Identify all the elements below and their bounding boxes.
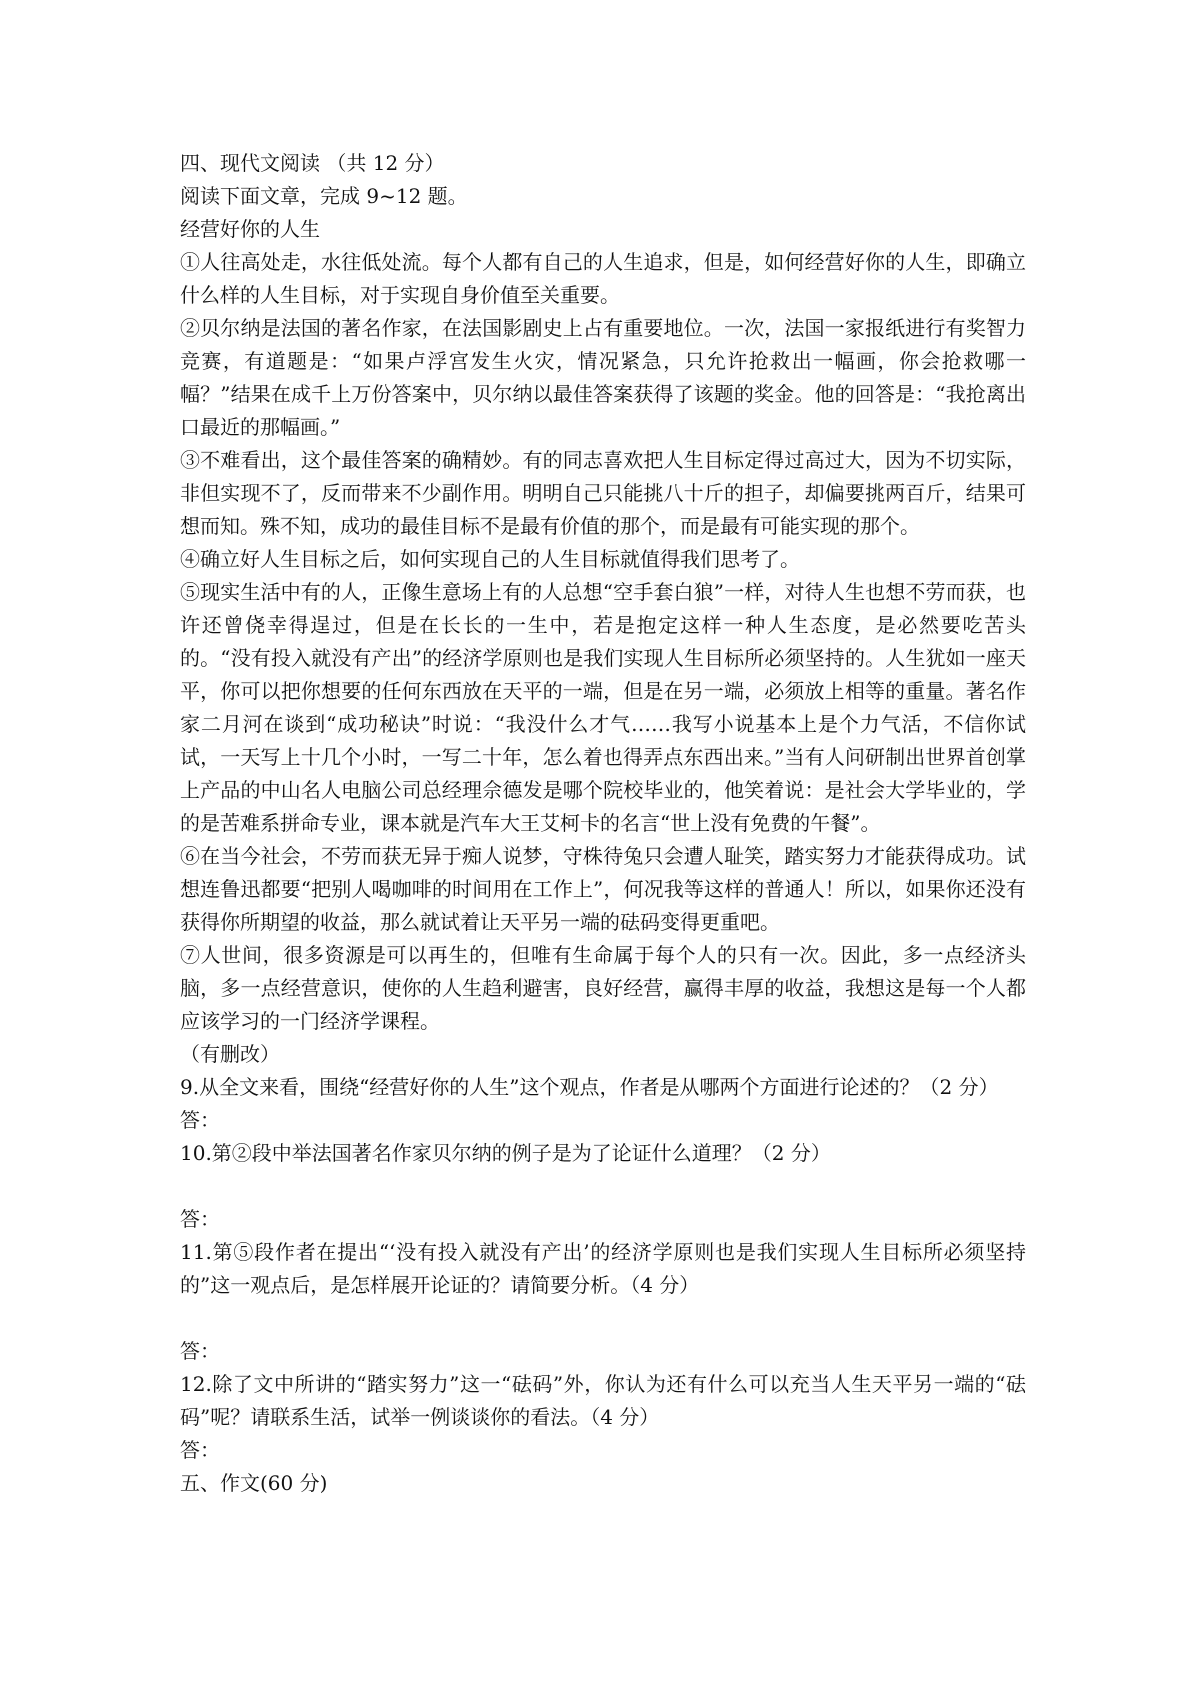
answer-space-10 — [180, 1170, 1026, 1203]
article-paragraph-7: ⑦人世间，很多资源是可以再生的，但唯有生命属于每个人的只有一次。因此，多一点经济头脑，多一点经营意识，使你的人生趋利避害，良好经营，赢得丰厚的收益，我想这是每一个人都应该学习的一门经济学课程。 — [180, 943, 1026, 1033]
answer-label-11: 答： — [180, 1339, 220, 1363]
section-five-title: 五、作文(60 分) — [180, 1471, 328, 1495]
questions — [180, 1071, 1026, 1467]
answer-space-11 — [180, 1302, 1026, 1335]
question-11: 11.第⑤段作者在提出“‘没有投入就没有产出’的经济学原则也是我们实现人生目标所必须坚持的”这一观点后，是怎样展开论证的？请简要分析。（4 分） — [180, 1240, 1026, 1297]
article-body — [180, 246, 1026, 1071]
answer-label-12: 答： — [180, 1438, 220, 1462]
article-paragraph-4: ④确立好人生目标之后，如何实现自己的人生目标就值得我们思考了。 — [180, 547, 800, 571]
question-9: 9.从全文来看，围绕“经营好你的人生”这个观点，作者是从哪两个方面进行论述的？（2 分） — [180, 1075, 999, 1099]
question-10: 10.第②段中举法国著名作家贝尔纳的例子是为了论证什么道理？（2 分） — [180, 1141, 831, 1165]
reading-instruction: 阅读下面文章，完成 9~12 题。 — [180, 184, 468, 208]
article-paragraph-5: ⑤现实生活中有的人，正像生意场上有的人总想“空手套白狼”一样，对待人生也想不劳而获，也许还曾侥幸得逞过，但是在长长的一生中，若是抱定这样一种人生态度，是必然要吃苦头的。“没有投入就没有产出”的经济学原则也是我们实现人生目标所必须坚持的。人生犹如一座天平，你可以把你想要的任何东西放在天平的一端，但是在另一端，必须放上相等的重量。著名作家二月河在谈到“成功秘诀”时说：“我没什么才气……我写小说基本上是个力气活，不信你试试，一天写上十几个小时，一写二十年，怎么着也得弄点东西出来。”当有人问研制出世界首创掌上产品的中山名人电脑公司总经理佘德发是哪个院校毕业的，他笑着说：是社会大学毕业的，学的是苦难系拼命专业，课本就是汽车大王艾柯卡的名言“世上没有免费的午餐”。 — [180, 580, 1026, 835]
answer-label-9: 答： — [180, 1108, 220, 1132]
reading-section-header — [180, 147, 1026, 246]
article-paragraph-2: ②贝尔纳是法国的著名作家，在法国影剧史上占有重要地位。一次，法国一家报纸进行有奖智力竞赛，有道题是：“如果卢浮宫发生火灾，情况紧急，只允许抢救出一幅画，你会抢救哪一幅？”结果在成千上万份答案中，贝尔纳以最佳答案获得了该题的奖金。他的回答是：“我抢离出口最近的那幅画。” — [180, 316, 1026, 439]
article-paragraph-6: ⑥在当今社会，不劳而获无异于痴人说梦，守株待兔只会遭人耻笑，踏实努力才能获得成功。试想连鲁迅都要“把别人喝咖啡的时间用在工作上”，何况我等这样的普通人！所以，如果你还没有获得你所期望的收益，那么就试着让天平另一端的砝码变得更重吧。 — [180, 844, 1026, 934]
article-paragraph-3: ③不难看出，这个最佳答案的确精妙。有的同志喜欢把人生目标定得过高过大，因为不切实际，非但实现不了，反而带来不少副作用。明明自己只能挑八十斤的担子，却偏要挑两百斤，结果可想而知。殊不知，成功的最佳目标不是最有价值的那个，而是最有可能实现的那个。 — [180, 448, 1026, 538]
section-four-title: 四、现代文阅读 （共 12 分） — [180, 151, 445, 175]
exam-page — [180, 147, 1026, 1500]
article-title: 经营好你的人生 — [180, 217, 320, 241]
answer-label-10: 答： — [180, 1207, 220, 1231]
question-12: 12.除了文中所讲的“踏实努力”这一“砝码”外，你认为还有什么可以充当人生天平另一端的“砝码”呢？请联系生活，试举一例谈谈你的看法。（4 分） — [180, 1372, 1026, 1429]
article-paragraph-1: ①人往高处走，水往低处流。每个人都有自己的人生追求，但是，如何经营好你的人生，即确立什么样的人生目标，对于实现自身价值至关重要。 — [180, 250, 1026, 307]
edited-note: （有删改） — [180, 1042, 280, 1066]
